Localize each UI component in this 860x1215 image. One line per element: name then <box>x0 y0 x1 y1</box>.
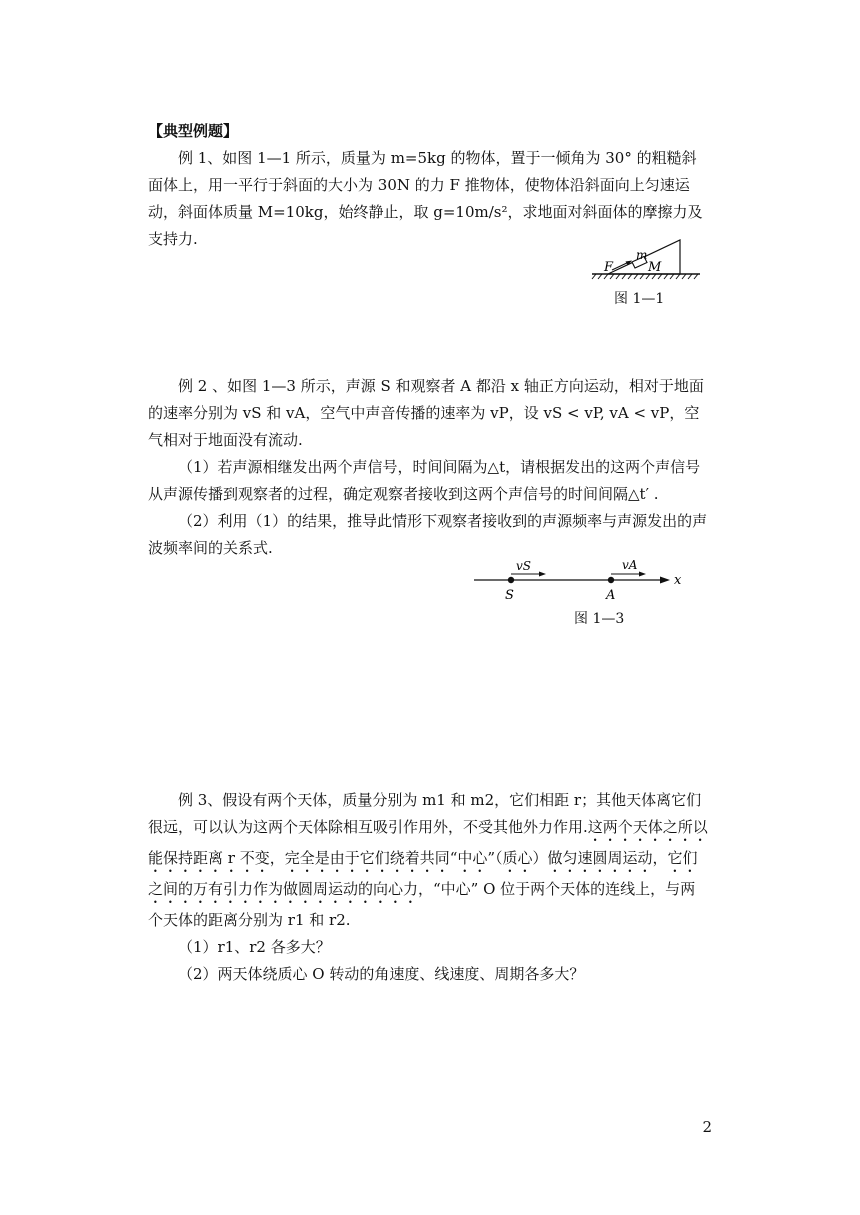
figure-1-3-label-vA: vA <box>622 558 638 572</box>
example-3-text-tail: “中心” O 位于两个天体的连线上，与两个天体的距离分别为 r1 和 r2. <box>148 880 696 929</box>
example-2-question-2: （2）利用（1）的结果，推导此情形下观察者接收到的声源频率与声源发出的声波频率间的关系式. <box>148 512 708 557</box>
example-3 <box>148 787 708 988</box>
section-heading <box>148 118 708 145</box>
figure-1-3-label-vS: vS <box>516 559 531 573</box>
figure-1-1-label-m: m <box>636 248 648 262</box>
example-2-question-1: （1）若声源相继发出两个声信号，时间间隔为△t，请根据发出的这两个声信号从声源传播到观察者的过程，确定观察者接收到这两个声信号的时间间隔△t′ . <box>148 458 701 503</box>
figure-1-1-labels <box>588 232 708 292</box>
example-3-text-emphasis: 这两个天体之所以能保持距离 r 不变，完全是由于它们绕着共同“中心”（质心）做匀速圆周运动，它们之间的万有引力作为做圆周运动的向心力， <box>148 818 708 898</box>
example-2 <box>148 373 708 562</box>
page-number: 2 <box>702 1118 712 1136</box>
example-3-text-plain: 例 3、假设有两个天体，质量分别为 m1 和 m2，它们相距 r；其他天体离它们很远，可以认为这两个天体除相互吸引作用外，不受其他外力作用. <box>148 791 702 836</box>
figure-1-3-label-A: A <box>606 588 616 603</box>
figure-1-3-label-x: x <box>674 573 682 588</box>
example-2-text: 例 2 、如图 1—3 所示，声源 S 和观察者 A 都沿 x 轴正方向运动，相对于地面的速率分别为 vS 和 vA，空气中声音传播的速率为 vP，设 vS < vP, vA < vP，空气相对于地面没有流动. <box>148 377 704 449</box>
example-3-question-2: （2）两天体绕质心 O 转动的角速度、线速度、周期各多大？ <box>178 965 585 983</box>
example-3-paragraph <box>148 787 708 934</box>
section-heading-text: 【典型例题】 <box>148 122 239 140</box>
example-1-text: 例 1、如图 1—1 所示，质量为 m=5kg 的物体，置于一倾角为 30° 的粗糙斜面体上，用一平行于斜面的大小为 30N 的力 F 推物体，使物体沿斜面向上匀速运动，斜面体质量 M=10kg，始终静止，取 g=10m/s²，求地面对斜面体的摩擦力及支持力. <box>148 149 703 248</box>
figure-1-3-caption: 图 1—3 <box>574 611 625 627</box>
example-3-question-1: （1）r1、r2 各多大？ <box>178 938 331 956</box>
figure-1-3-label-S: S <box>505 588 514 603</box>
figure-1-1-label-M: M <box>648 260 662 275</box>
figure-1-3-axis <box>470 558 690 604</box>
figure-1-1-label-F: F <box>604 260 614 275</box>
figure-1-1-caption: 图 1—1 <box>614 291 665 307</box>
